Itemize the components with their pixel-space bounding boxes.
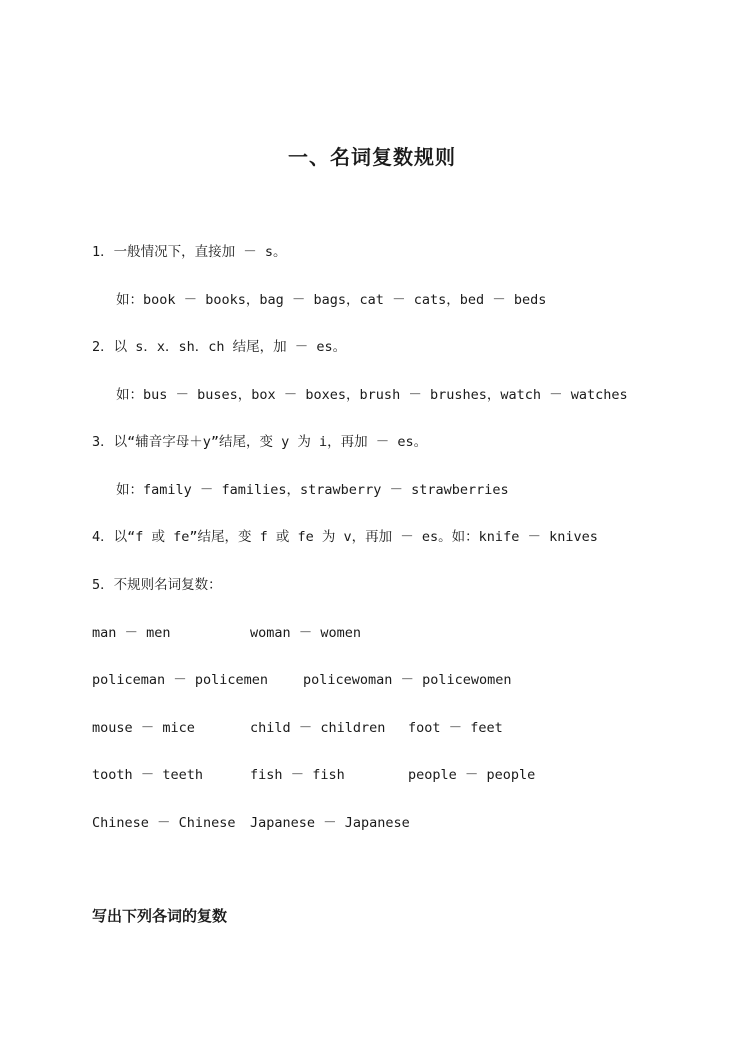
rule-3: 3．以“辅音字母＋y”结尾，变 y 为 i，再加 － es。 bbox=[92, 434, 428, 450]
irregular-pair: policewoman － policewomen bbox=[303, 672, 512, 688]
irregular-pair: man － men bbox=[92, 625, 171, 641]
irregular-pair: policeman － policemen bbox=[92, 672, 269, 688]
exercise-heading: 写出下列各词的复数 bbox=[92, 907, 228, 925]
rule-2-example: 如：bus － buses，box － boxes，brush － brushes，watch － watches bbox=[116, 387, 628, 403]
page-title: 一、名词复数规则 bbox=[288, 145, 456, 169]
rule-4: 4．以“f 或 fe”结尾，变 f 或 fe 为 v，再加 － es。如：knife － knives bbox=[92, 529, 598, 545]
irregular-pair: tooth － teeth bbox=[92, 767, 204, 783]
irregular-pair: foot － feet bbox=[408, 720, 503, 736]
irregular-pair: mouse － mice bbox=[92, 720, 195, 736]
irregular-pair: fish － fish bbox=[250, 767, 345, 783]
rule-5: 5．不规则名词复数： bbox=[92, 577, 222, 593]
rule-1-example: 如：book － books，bag － bags，cat － cats，bed － beds bbox=[116, 292, 547, 308]
irregular-pair: woman － women bbox=[250, 625, 362, 641]
rule-3-example: 如：family － families，strawberry － strawberries bbox=[116, 482, 509, 498]
irregular-pair: child － children bbox=[250, 720, 386, 736]
irregular-pair: people － people bbox=[408, 767, 536, 783]
rule-2: 2．以 s．x．sh．ch 结尾，加 － es。 bbox=[92, 339, 347, 355]
rule-1: 1．一般情况下，直接加 － s。 bbox=[92, 244, 287, 260]
irregular-pair: Japanese － Japanese bbox=[250, 815, 410, 831]
irregular-pair: Chinese － Chinese bbox=[92, 815, 236, 831]
